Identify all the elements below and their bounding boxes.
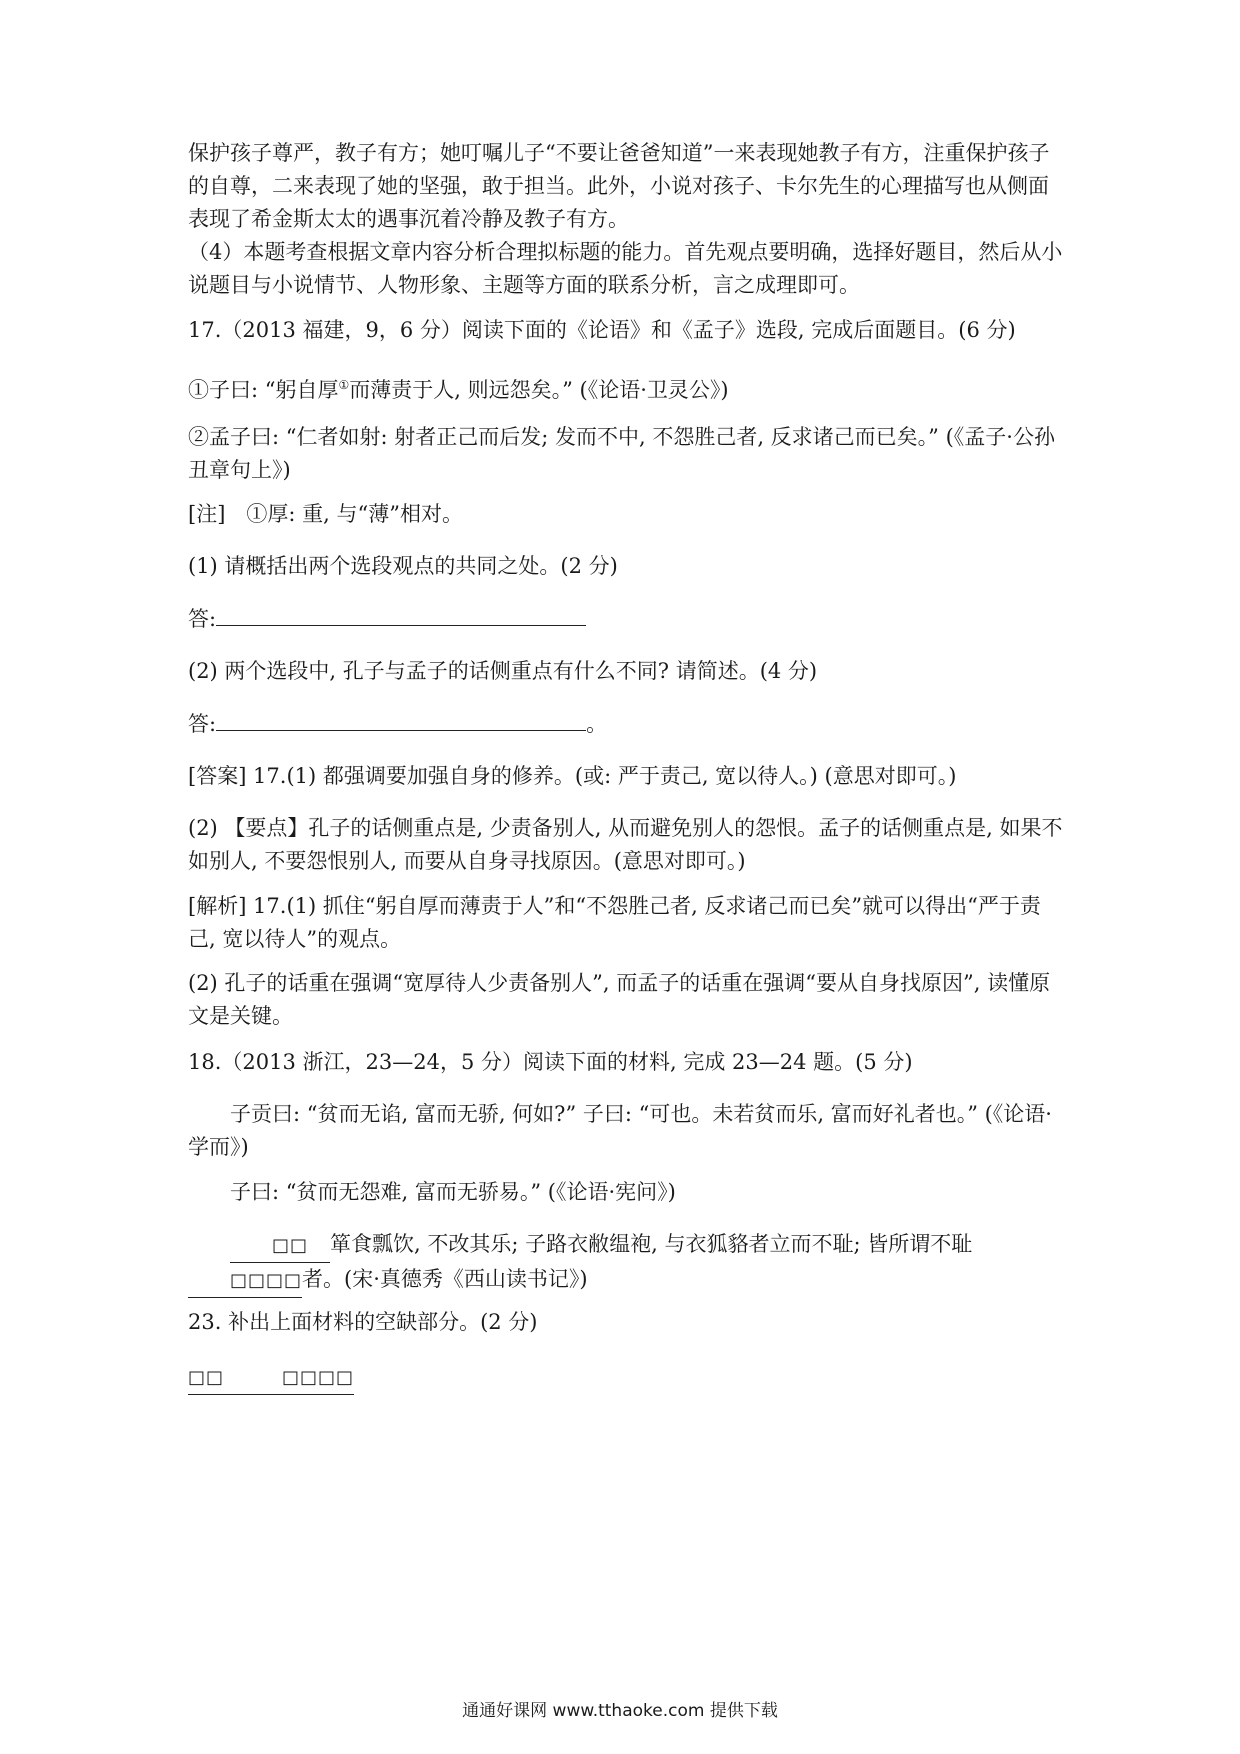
material-2: 子曰: “贫而无怨难, 富而无骄易。” (《论语·宪问》)	[230, 1180, 676, 1204]
paragraph-analysis-continued: 保护孩子尊严，教子有方；她叮嘱儿子“不要让爸爸知道”一来表现她教子有方，注重保护孩子的自尊，二来表现了她的坚强，敢于担当。此外，小说对孩子、卡尔先生的心理描写也从侧面表现了希金斯太太的遇事沉着冷静及教子有方。	[188, 141, 1050, 231]
fill-boxes-2: □□□□	[282, 1361, 354, 1395]
analysis-17-2: (2) 孔子的话重在强调“宽厚待人少责备别人”, 而孟子的话重在强调“要从自身找原因”, 读懂原文是关键。	[188, 971, 1051, 1028]
answer-line-1: 答:	[188, 603, 1068, 636]
question-23: 23. 补出上面材料的空缺部分。(2 分)	[188, 1310, 538, 1334]
sub-question-2: (2) 两个选段中, 孔子与孟子的话侧重点有什么不同? 请简述。(4 分)	[188, 659, 818, 683]
answer-17-2: (2) 【要点】孔子的话侧重点是, 少责备别人, 从而避免别人的怨恨。孟子的话侧重点是, 如果不如别人, 不要怨恨别人, 而要从自身寻找原因。(意思对即可。)	[188, 816, 1063, 873]
question-18-header: 18.（2013 浙江，23—24，5 分）阅读下面的材料, 完成 23—24 题。(5 分)	[188, 1050, 913, 1074]
question-17-header: 17.（2013 福建，9，6 分）阅读下面的《论语》和《孟子》选段, 完成后面题目。(6 分)	[188, 318, 1016, 342]
answer-blank-2[interactable]	[216, 708, 586, 731]
answer-line-2: 答: 。	[188, 708, 1068, 741]
footnote-marker: ①	[338, 378, 350, 392]
material-3: □□ 箪食瓢饮, 不改其乐; 子路衣敝缊袍, 与衣狐貉者立而不耻; 皆所谓不耻□□□□者。(宋·真德秀《西山读书记》)	[188, 1228, 1068, 1298]
fill-answer-line	[188, 1360, 1068, 1395]
material-1: 子贡曰: “贫而无谄, 富而无骄, 何如?” 子曰: “可也。未若贫而乐, 富而好礼者也。” (《论语·学而》)	[188, 1102, 1052, 1159]
note: [注] ①厚: 重, 与“薄”相对。	[188, 502, 463, 526]
answer-blank-1[interactable]	[216, 603, 586, 626]
answer-17-1: [答案] 17.(1) 都强调要加强自身的修养。(或: 严于责己, 宽以待人。) (意思对即可。)	[188, 764, 957, 788]
analysis-17-1: [解析] 17.(1) 抓住“躬自厚而薄责于人”和“不怨胜己者, 反求诸己而已矣”就可以得出“严于责己, 宽以待人”的观点。	[188, 894, 1041, 951]
paragraph-part4: （4）本题考查根据文章内容分析合理拟标题的能力。首先观点要明确，选择好题目，然后从小说题目与小说情节、人物形象、主题等方面的联系分析，言之成理即可。	[188, 240, 1063, 297]
excerpt-mengzi: ②孟子曰: “仁者如射: 射者正己而后发; 发而不中, 不怨胜己者, 反求诸己而已矣。” (《孟子·公孙丑章句上》)	[188, 425, 1055, 482]
fill-boxes-1: □□	[188, 1361, 282, 1395]
blank-boxes-1: □□	[230, 1229, 330, 1263]
blank-boxes-2: □□□□	[188, 1264, 302, 1298]
footer-source: 通通好课网 www.tthaoke.com 提供下载	[462, 1701, 778, 1721]
sub-question-1: (1) 请概括出两个选段观点的共同之处。(2 分)	[188, 554, 618, 578]
excerpt-lunyu: ①子曰: “躬自厚①而薄责于人, 则远怨矣。” (《论语·卫灵公》)	[188, 378, 729, 402]
